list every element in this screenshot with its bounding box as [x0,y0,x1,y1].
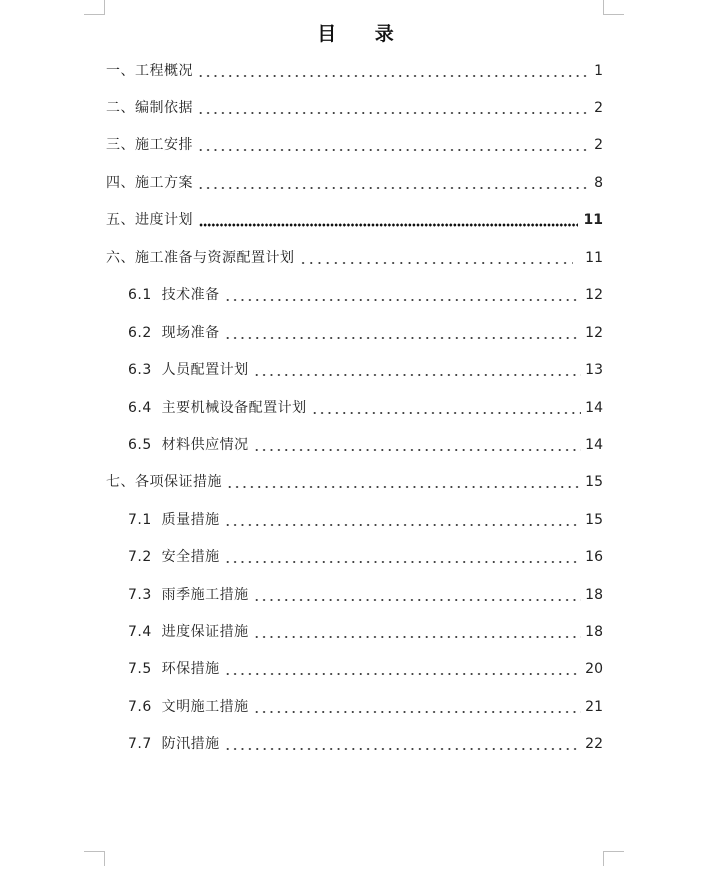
toc-entry-label: 6.1 技术准备 [128,287,220,303]
toc-entry-page: 15 [585,512,603,528]
toc-entry-label: 七、各项保证措施 [106,474,222,490]
toc-entry[interactable] [106,134,603,156]
toc-entry-label: 一、工程概况 [106,63,193,79]
toc-entry-label: 二、编制依据 [106,100,193,116]
dot-leader [226,471,581,493]
toc-entry-page: 18 [585,624,603,640]
crop-mark-top-right [603,0,624,15]
toc-entry[interactable] [128,397,603,419]
dot-leader [197,134,589,156]
toc-entry-label: 7.2 安全措施 [128,549,220,565]
toc-entry-page: 2 [594,137,603,153]
toc-entry-label: 五、进度计划 [106,212,193,228]
toc-entry-page: 1 [594,63,603,79]
toc-entry-label: 7.4 进度保证措施 [128,624,249,640]
toc-entry-page: 22 [585,736,603,752]
toc-entry-label: 四、施工方案 [106,175,193,191]
toc-entry[interactable] [106,60,603,82]
crop-mark-top-left [84,0,105,15]
toc-entry-page: 12 [585,325,603,341]
toc-entry-label: 6.3 人员配置计划 [128,362,249,378]
dot-leader [299,247,574,269]
toc-entry-label: 6.5 材料供应情况 [128,437,249,453]
toc-entry-label: 7.3 雨季施工措施 [128,587,249,603]
toc-entry[interactable] [128,584,603,606]
toc-entry-page: 21 [585,699,603,715]
dot-leader [199,209,578,231]
toc-entry[interactable] [128,359,603,381]
toc-entry[interactable] [128,509,603,531]
toc-entry-label: 7.1 质量措施 [128,512,220,528]
toc-entry-page: 15 [585,474,603,490]
toc-entry[interactable] [106,247,603,269]
dot-leader [253,434,582,456]
toc-entry[interactable] [106,97,603,119]
toc-entry[interactable] [128,322,603,344]
toc-entry-page: 12 [585,287,603,303]
dot-leader [253,621,582,643]
dot-leader [253,359,582,381]
toc-entry-page: 14 [585,437,603,453]
dot-leader [197,97,589,119]
dot-leader [224,546,582,568]
toc-entry-page: 14 [585,400,603,416]
toc-entry-label: 六、施工准备与资源配置计划 [106,250,295,266]
toc-entry[interactable] [106,209,603,231]
toc-entry-page: 20 [585,661,603,677]
toc-entry[interactable] [128,434,603,456]
toc-entry-label: 三、施工安排 [106,137,193,153]
dot-leader [224,284,582,306]
dot-leader [224,733,582,755]
toc-entry[interactable] [106,471,603,493]
toc-entry-page: 16 [585,549,603,565]
toc-entry-page: 18 [585,587,603,603]
toc-entry-label: 7.7 防汛措施 [128,736,220,752]
toc-entry[interactable] [128,284,603,306]
dot-leader [224,509,582,531]
toc-entry-page: 11 [585,250,603,266]
toc-entry[interactable] [128,621,603,643]
dot-leader [197,172,589,194]
dot-leader [311,397,582,419]
toc-title: 目 录 [317,23,410,45]
toc-entry-page: 13 [585,362,603,378]
dot-leader [253,584,582,606]
toc-entry-label: 6.2 现场准备 [128,325,220,341]
toc-entry-label: 7.5 环保措施 [128,661,220,677]
toc-entry-label: 7.6 文明施工措施 [128,699,249,715]
dot-leader [197,60,589,82]
toc-entry[interactable] [106,172,603,194]
toc-entry[interactable] [128,658,603,680]
toc-entry-label: 6.4 主要机械设备配置计划 [128,400,307,416]
toc-entry-page: 8 [594,175,603,191]
toc-entry-page: 11 [583,212,603,228]
toc-entry[interactable] [128,733,603,755]
dot-leader [253,696,582,718]
toc-entry-page: 2 [594,100,603,116]
toc-entry[interactable] [128,696,603,718]
dot-leader [224,658,582,680]
toc-entry[interactable] [128,546,603,568]
crop-mark-bottom-right [603,851,624,866]
dot-leader [224,322,582,344]
crop-mark-bottom-left [84,851,105,866]
